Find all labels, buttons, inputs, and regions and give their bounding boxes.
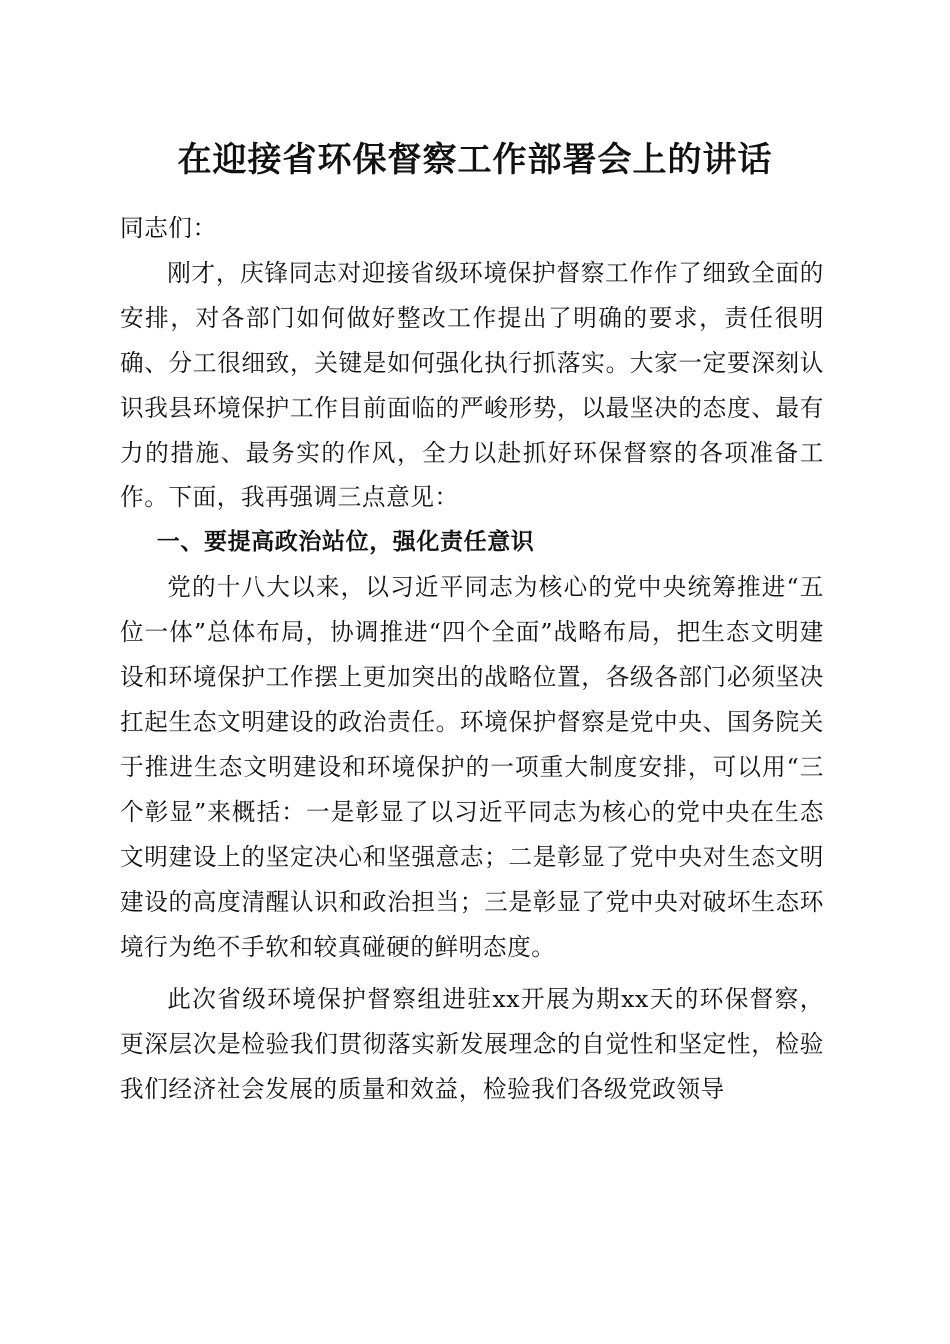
salutation: 同志们： [120,214,217,242]
paragraph-section1-2: 此次省级环境保护督察组进驻xx开展为期xx天的环保督察，更深层次是检验我们贯彻落实新发展理念的自觉性和坚定性，检验我们经济社会发展的质量和效益，检验我们各级党政领导 [120,985,824,1104]
paragraph-section1-1: 党的十八大以来，以习近平同志为核心的党中央统筹推进“五位一体”总体布局，协调推进“四个全面”战略布局，把生态文明建设和环境保护工作摆上更加突出的战略位置，各级各部门必须坚决扛起生态文明建设的政治责任。环境保护督察是党中央、国务院关于推进生态文明建设和环境保护的一项重大制度安排，可以用“三个彰显”来概括：一是彰显了以习近平同志为核心的党中央在生态文明建设上的坚定决心和坚强意志；二是彰显了党中央对生态文明建设的高度清醒认识和政治担当；三是彰显了党中央对破坏生态环境行为绝不手软和较真碰硬的鲜明态度。 [120,573,824,961]
paragraph-intro: 刚才，庆锋同志对迎接省级环境保护督察工作作了细致全面的安排，对各部门如何做好整改工作提出了明确的要求，责任很明确、分工很细致，关键是如何强化执行抓落实。大家一定要深刻认识我县环境保护工作目前面临的严峻形势，以最坚决的态度、最有力的措施、最务实的作风，全力以赴抓好环保督察的各项准备工作。下面，我再强调三点意见： [120,258,824,512]
document-body [120,206,824,1112]
document-title: 在迎接省环保督察工作部署会上的讲话 [177,140,773,180]
section-heading-1: 一、要提高政治站位，强化责任意识 [156,529,535,556]
paragraph-spacer [120,969,824,977]
